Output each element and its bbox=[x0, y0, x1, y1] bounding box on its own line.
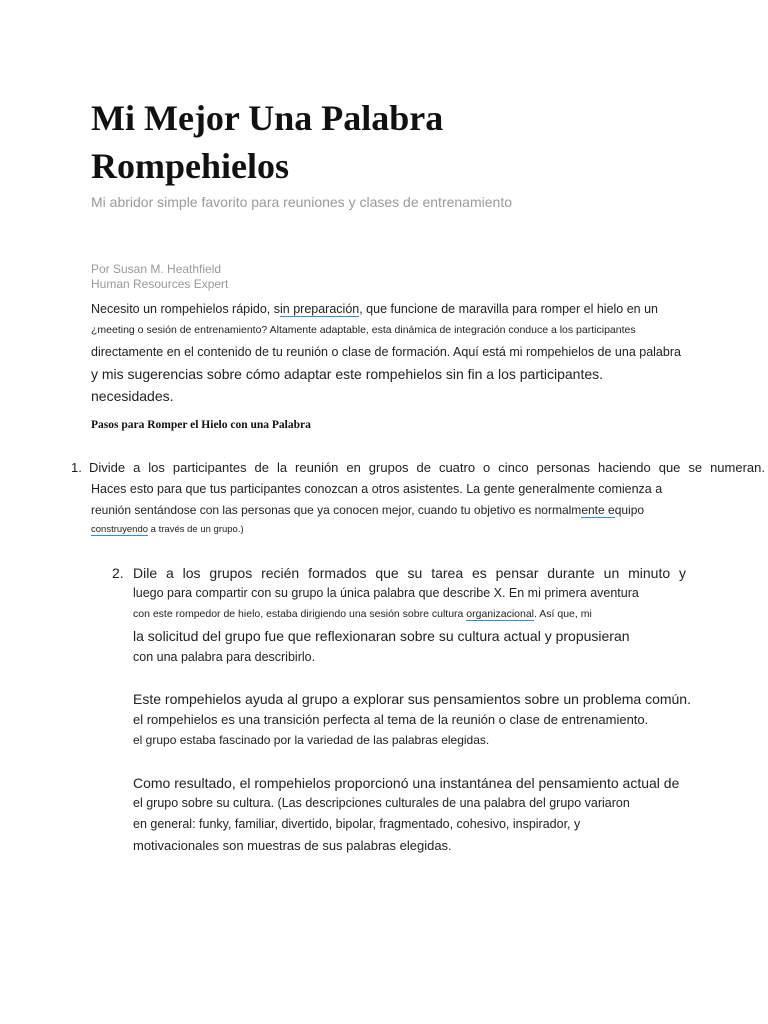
step-2-text-a: con este rompedor de hielo, estaba dirigiendo una sesión sobre cultura bbox=[133, 608, 467, 620]
intro-line-1 bbox=[91, 302, 658, 316]
step-1-line-1: Divide a los participantes de la reunión en grupos de cuatro o cinco personas haciendo que se numeran. bbox=[89, 460, 765, 475]
article-subtitle: Mi abridor simple favorito para reuniones y clases de entrenamiento bbox=[91, 194, 512, 210]
intro-line-3: directamente en el contenido de tu reunión o clase de formación. Aquí está mi rompehielos de una palabra bbox=[91, 345, 681, 359]
para-3-line-3: en general: funky, familiar, divertido, bipolar, fragmentado, cohesivo, inspirador, y bbox=[133, 817, 581, 831]
step-2-text-b: . Así que, mi bbox=[534, 608, 592, 620]
step-1-line-2: Haces esto para que tus participantes conozcan a otros asistentes. La gente generalmente comienza a bbox=[91, 482, 663, 496]
step-1-text-c: a través de un grupo.) bbox=[148, 524, 244, 535]
author-role: Human Resources Expert bbox=[91, 277, 229, 291]
article-title-line-2: Rompehielos bbox=[91, 146, 289, 186]
intro-line-2: ¿meeting o sesión de entrenamiento? Altamente adaptable, esta dinámica de integración conduce a los participantes bbox=[91, 324, 636, 336]
step-1-text-a: reunión sentándose con las personas que ya conocen mejor, cuando tu objetivo es normalm bbox=[91, 503, 582, 517]
para-2-line-2: el rompehielos es una transición perfecta al tema de la reunión o clase de entrenamiento. bbox=[133, 712, 649, 727]
step-2-line-3 bbox=[133, 608, 592, 620]
step-1-text-b: quipo bbox=[614, 503, 645, 517]
step-1-number: 1. bbox=[71, 460, 82, 475]
para-3-line-2: el grupo sobre su cultura. (Las descripciones culturales de una palabra del grupo variaron bbox=[133, 796, 630, 810]
step-2-line-1: Dile a los grupos recién formados que su tarea es pensar durante un minuto y bbox=[133, 565, 686, 581]
intro-text-b: , que funcione de maravilla para romper el hielo en un bbox=[359, 302, 659, 316]
preparation-link[interactable]: in preparación bbox=[280, 302, 360, 316]
organizational-link[interactable]: organizacional bbox=[466, 608, 535, 620]
step-1-line-4 bbox=[91, 524, 244, 535]
step-2-number: 2. bbox=[112, 565, 124, 581]
intro-text-a: Necesito un rompehielos rápido, s bbox=[91, 302, 280, 316]
step-2-line-5: con una palabra para describirlo. bbox=[133, 650, 316, 664]
para-2-line-1: Este rompehielos ayuda al grupo a explorar sus pensamientos sobre un problema común. bbox=[133, 691, 691, 707]
author-byline[interactable]: Por Susan M. Heathfield bbox=[91, 262, 222, 276]
para-3-line-1: Como resultado, el rompehielos proporcionó una instantánea del pensamiento actual de bbox=[133, 775, 680, 791]
para-2-line-3: el grupo estaba fascinado por la variedad de las palabras elegidas. bbox=[133, 733, 490, 747]
step-2-line-2: luego para compartir con su grupo la única palabra que describe X. En mi primera aventura bbox=[133, 586, 639, 600]
construyendo-link[interactable]: construyendo bbox=[91, 524, 149, 535]
para-3-line-4: motivacionales son muestras de sus palabras elegidas. bbox=[133, 838, 452, 853]
step-1-line-3 bbox=[91, 503, 644, 517]
intro-line-4: y mis sugerencias sobre cómo adaptar este rompehielos sin fin a los participantes. bbox=[91, 366, 604, 382]
team-building-link[interactable]: ente e bbox=[581, 503, 615, 517]
steps-heading: Pasos para Romper el Hielo con una Palabra bbox=[91, 419, 311, 431]
article-title-line-1: Mi Mejor Una Palabra bbox=[91, 98, 444, 138]
intro-line-5: necesidades. bbox=[91, 388, 174, 404]
step-2-line-4: la solicitud del grupo fue que reflexionaran sobre su cultura actual y propusieran bbox=[133, 628, 630, 644]
